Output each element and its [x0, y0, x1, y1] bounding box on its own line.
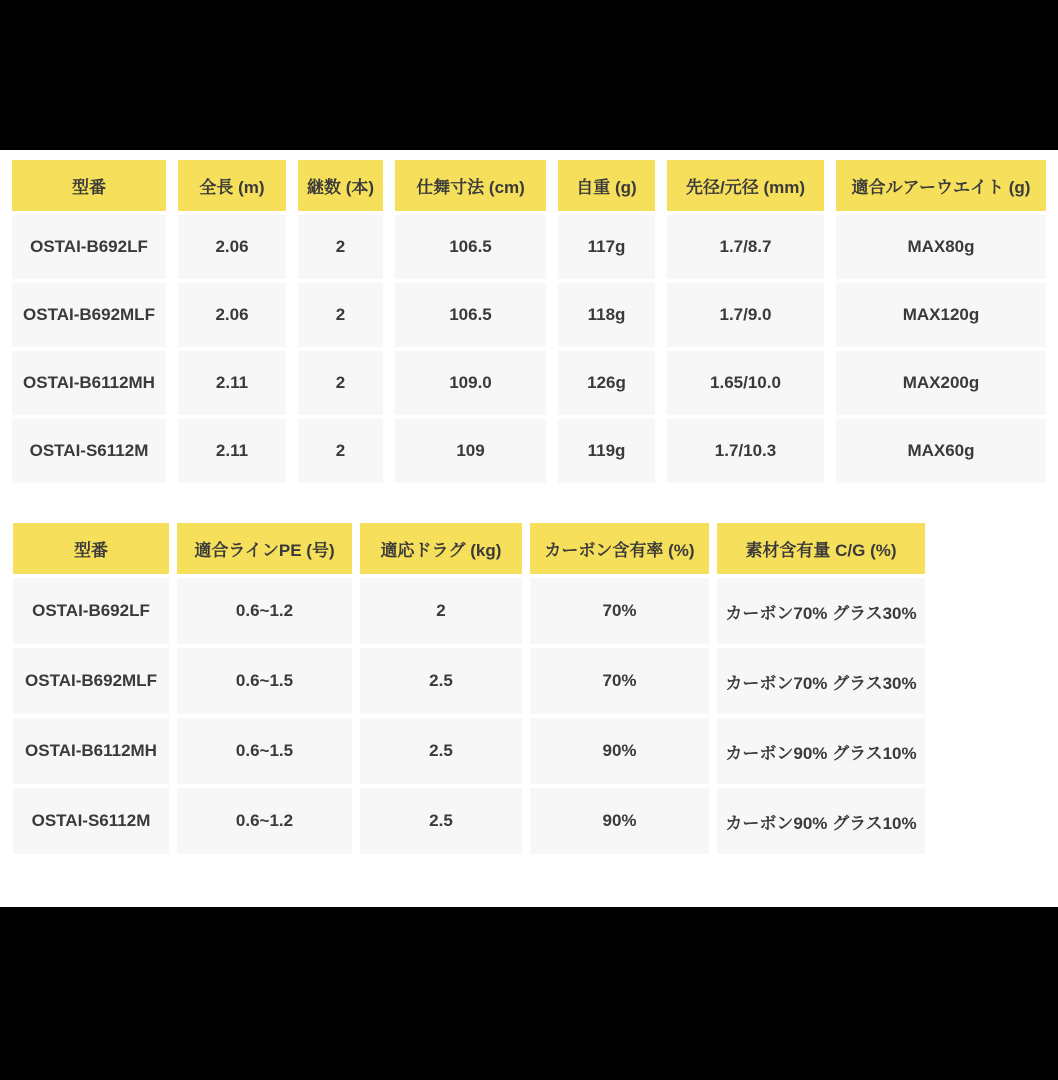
- table-cell: 0.6~1.5: [177, 718, 352, 784]
- table-row: [13, 788, 925, 854]
- spec-table-line-material: [5, 519, 933, 858]
- table-row: [13, 648, 925, 714]
- table-cell: カーボン70% グラス30%: [717, 578, 925, 644]
- table-cell: カーボン90% グラス10%: [717, 718, 925, 784]
- table-cell: 117g: [558, 215, 655, 279]
- spec-sheet-panel: [0, 150, 1058, 907]
- spec-table-dimensions: [0, 156, 1058, 487]
- table-cell: MAX200g: [836, 351, 1046, 415]
- cell-model: OSTAI-S6112M: [13, 788, 169, 854]
- table-cell: 1.7/10.3: [667, 419, 824, 483]
- table-cell: 1.7/8.7: [667, 215, 824, 279]
- cell-model: OSTAI-B692MLF: [12, 283, 166, 347]
- table-cell: カーボン70% グラス30%: [717, 648, 925, 714]
- cell-model: OSTAI-S6112M: [12, 419, 166, 483]
- column-header-material: 素材含有量 C/G (%): [717, 523, 925, 574]
- table-cell: 90%: [530, 788, 709, 854]
- table-cell: 1.65/10.0: [667, 351, 824, 415]
- table-row: [12, 215, 1046, 279]
- column-header-model: 型番: [12, 160, 166, 211]
- cell-model: OSTAI-B692MLF: [13, 648, 169, 714]
- column-header-closed-length: 仕舞寸法 (cm): [395, 160, 546, 211]
- column-header-model: 型番: [13, 523, 169, 574]
- table-cell: 2.06: [178, 283, 286, 347]
- cell-model: OSTAI-B692LF: [13, 578, 169, 644]
- table-cell: 2.5: [360, 788, 522, 854]
- table-cell: 109.0: [395, 351, 546, 415]
- table-cell: 126g: [558, 351, 655, 415]
- table-cell: 2.5: [360, 718, 522, 784]
- table-row: [13, 718, 925, 784]
- letterbox-top: [0, 0, 1058, 150]
- table-cell: 90%: [530, 718, 709, 784]
- table-cell: 2.11: [178, 351, 286, 415]
- table-cell: 106.5: [395, 283, 546, 347]
- table-cell: 2: [360, 578, 522, 644]
- table-cell: 1.7/9.0: [667, 283, 824, 347]
- table-cell: 2: [298, 283, 383, 347]
- table-cell: 2: [298, 215, 383, 279]
- column-header-sections: 継数 (本): [298, 160, 383, 211]
- cell-model: OSTAI-B6112MH: [12, 351, 166, 415]
- table-row: [12, 283, 1046, 347]
- table-cell: 2: [298, 351, 383, 415]
- table-cell: 0.6~1.2: [177, 578, 352, 644]
- column-header-carbon: カーボン含有率 (%): [530, 523, 709, 574]
- table-cell: 106.5: [395, 215, 546, 279]
- table-cell: 0.6~1.5: [177, 648, 352, 714]
- cell-model: OSTAI-B692LF: [12, 215, 166, 279]
- column-header-length: 全長 (m): [178, 160, 286, 211]
- table-cell: 119g: [558, 419, 655, 483]
- column-header-weight: 自重 (g): [558, 160, 655, 211]
- letterbox-bottom: [0, 907, 1058, 1080]
- table-cell: 70%: [530, 578, 709, 644]
- table-cell: 2.06: [178, 215, 286, 279]
- column-header-lure-weight: 適合ルアーウエイト (g): [836, 160, 1046, 211]
- table-row: [12, 351, 1046, 415]
- table-cell: 109: [395, 419, 546, 483]
- table-cell: 0.6~1.2: [177, 788, 352, 854]
- table-row: [12, 419, 1046, 483]
- table-cell: 70%: [530, 648, 709, 714]
- table-cell: MAX60g: [836, 419, 1046, 483]
- table-cell: 2: [298, 419, 383, 483]
- table-cell: 118g: [558, 283, 655, 347]
- table-cell: MAX80g: [836, 215, 1046, 279]
- table-cell: カーボン90% グラス10%: [717, 788, 925, 854]
- column-header-diameter: 先径/元径 (mm): [667, 160, 824, 211]
- table-cell: MAX120g: [836, 283, 1046, 347]
- cell-model: OSTAI-B6112MH: [13, 718, 169, 784]
- table-row: [13, 578, 925, 644]
- table-cell: 2.5: [360, 648, 522, 714]
- column-header-drag: 適応ドラグ (kg): [360, 523, 522, 574]
- column-header-line: 適合ラインPE (号): [177, 523, 352, 574]
- table-header-row: [12, 160, 1046, 211]
- table-header-row: [13, 523, 925, 574]
- table-cell: 2.11: [178, 419, 286, 483]
